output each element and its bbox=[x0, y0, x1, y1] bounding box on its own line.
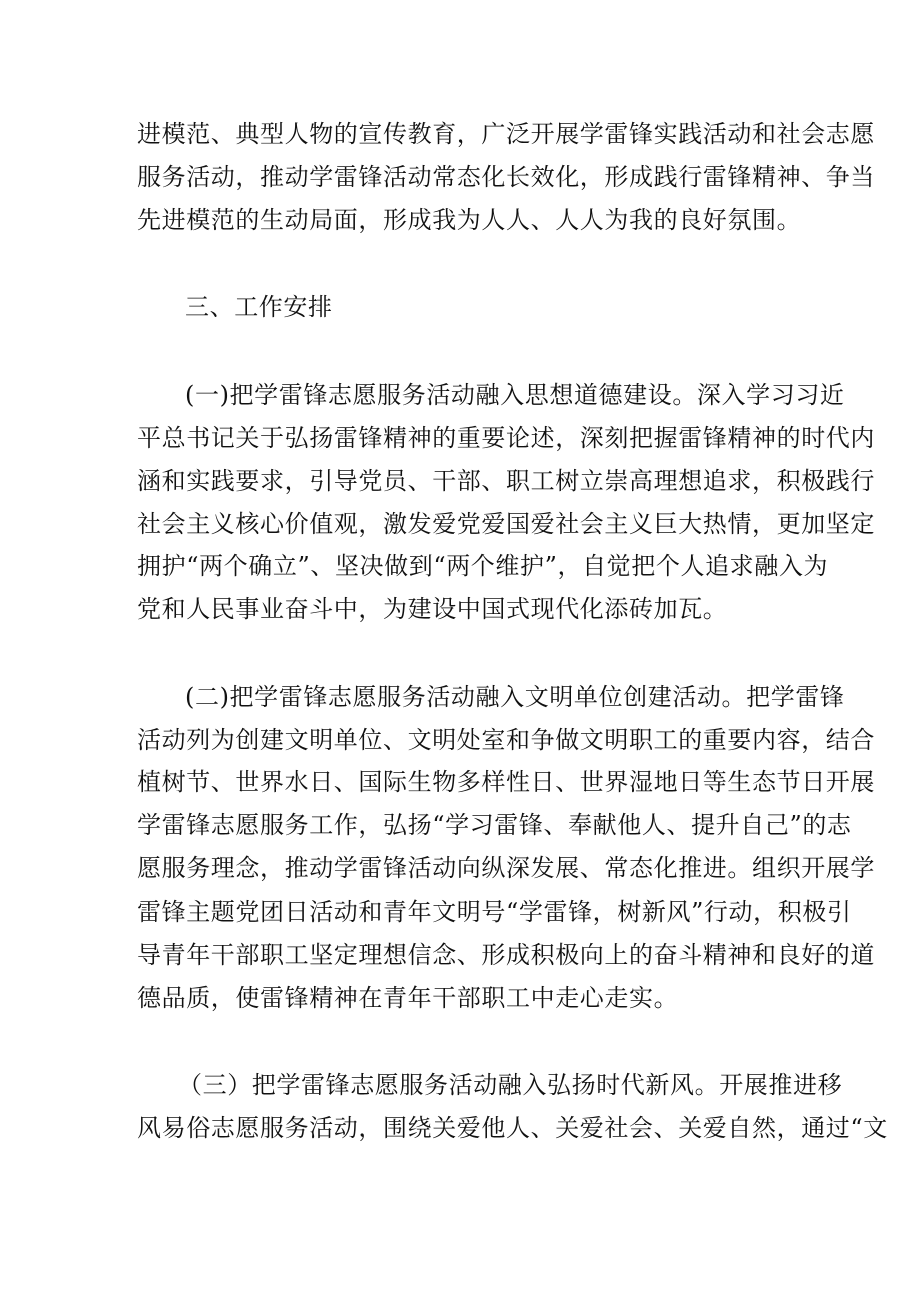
text-line: 涵和实践要求，引导党员、干部、职工树立崇高理想追求，积极践行 bbox=[137, 467, 875, 495]
text-line: 风易俗志愿服务活动，围绕关爱他人、关爱社会、关爱自然，通过“文 bbox=[137, 1114, 888, 1142]
text-line: 平总书记关于弘扬雷锋精神的重要论述，深刻把握雷锋精神的时代内 bbox=[137, 424, 875, 452]
text-line: (一)把学雷锋志愿服务活动融入思想道德建设。深入学习习近 bbox=[185, 381, 845, 409]
text-line: 植树节、世界水日、国际生物多样性日、世界湿地日等生态节日开展 bbox=[137, 768, 875, 796]
text-line: 活动列为创建文明单位、文明处室和争做文明职工的重要内容，结合 bbox=[137, 726, 875, 754]
text-line: 拥护“两个确立”、坚决做到“两个维护”，自觉把个人追求融入为 bbox=[137, 552, 829, 580]
text-line: 德品质，使雷锋精神在青年干部职工中走心走实。 bbox=[137, 984, 679, 1012]
section-heading: 三、工作安排 bbox=[185, 293, 333, 321]
text-line: 导青年干部职工坚定理想信念、形成积极向上的奋斗精神和良好的道 bbox=[137, 941, 875, 969]
text-line: 雷锋主题党团日活动和青年文明号“学雷锋，树新风”行动，积极引 bbox=[137, 898, 852, 926]
text-line: 愿服务理念，推动学雷锋活动向纵深发展、常态化推进。组织开展学 bbox=[137, 854, 875, 882]
text-line: 服务活动，推动学雷锋活动常态化长效化，形成践行雷锋精神、争当 bbox=[137, 163, 875, 191]
text-line: 进模范、典型人物的宣传教育，广泛开展学雷锋实践活动和社会志愿 bbox=[137, 120, 875, 148]
text-line: 学雷锋志愿服务工作，弘扬“学习雷锋、奉献他人、提升自己”的志 bbox=[137, 811, 852, 839]
text-line: 先进模范的生动局面，形成我为人人、人人为我的良好氛围。 bbox=[137, 206, 802, 234]
text-line: （三）把学雷锋志愿服务活动融入弘扬时代新风。开展推进移 bbox=[178, 1071, 843, 1099]
text-line: (二)把学雷锋志愿服务活动融入文明单位创建活动。把学雷锋 bbox=[185, 683, 845, 711]
text-line: 社会主义核心价值观，激发爱党爱国爱社会主义巨大热情，更加坚定 bbox=[137, 510, 875, 538]
text-line: 党和人民事业奋斗中，为建设中国式现代化添砖加瓦。 bbox=[137, 595, 728, 623]
